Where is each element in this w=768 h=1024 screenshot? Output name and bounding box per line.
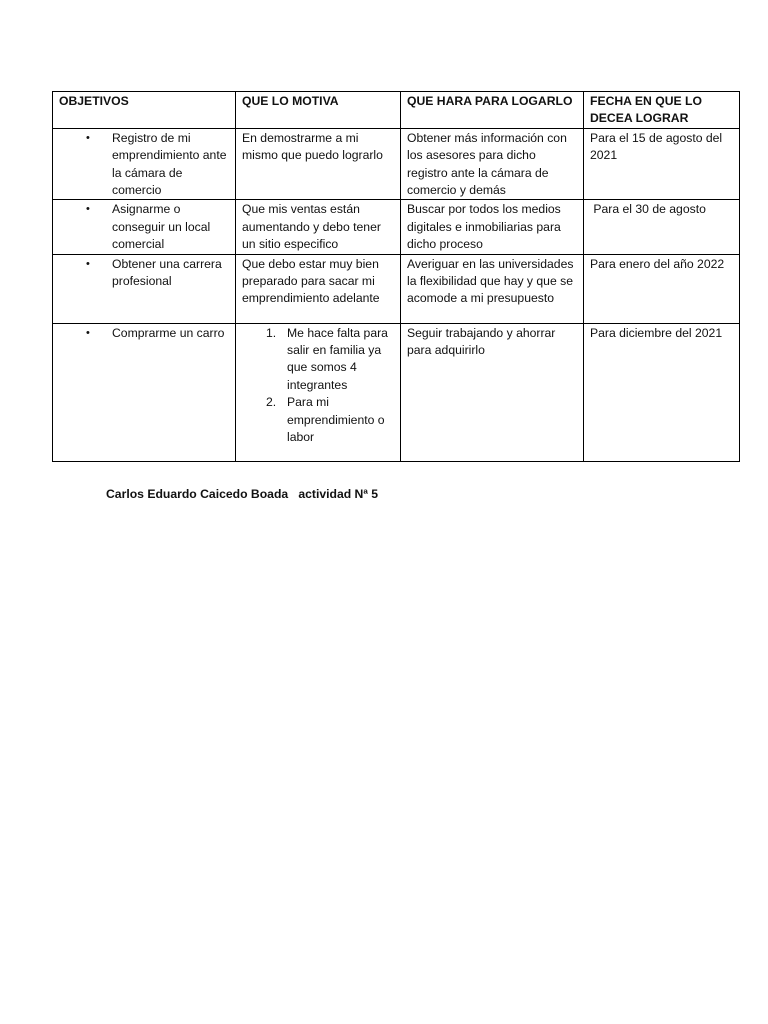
action-cell: Obtener más información con los asesores para dicho registro ante la cámara de comercio y demás: [401, 128, 584, 200]
header-fecha: FECHA EN QUE LO DECEA LOGRAR: [584, 92, 740, 129]
objective-cell: [53, 323, 236, 461]
list-item: [242, 394, 394, 446]
header-objetivos: OBJETIVOS: [53, 92, 236, 129]
motivation-cell: En demostrarme a mi mismo que puedo lograrlo: [236, 128, 401, 200]
table-row: [53, 128, 740, 200]
date-cell: Para el 15 de agosto del 2021: [584, 128, 740, 200]
bullet-icon: •: [86, 203, 90, 216]
bullet-icon: •: [86, 131, 90, 144]
list-number: 1.: [266, 325, 277, 340]
motivation-cell: [236, 323, 401, 461]
motivation-cell: Que debo estar muy bien preparado para sacar mi emprendimiento adelante: [236, 254, 401, 323]
action-cell: Averiguar en las universidades la flexibilidad que hay y que se acomode a mi presupuesto: [401, 254, 584, 323]
list-item-text: Para mi emprendimiento o labor: [287, 395, 385, 445]
bullet-icon: •: [86, 257, 90, 270]
table-row: [53, 254, 740, 323]
objective-cell: [53, 128, 236, 200]
signature-line: Carlos Eduardo Caicedo Boada actividad Nª 5: [106, 487, 379, 501]
objectives-table: [52, 91, 740, 462]
objective-text: Obtener una carrera profesional: [112, 256, 222, 289]
objective-cell: [53, 200, 236, 254]
objective-text: Asignarme o conseguir un local comercial: [112, 202, 211, 252]
objective-text: Registro de mi emprendimiento ante la cámara de comercio: [112, 130, 227, 198]
action-cell: Seguir trabajando y ahorrar para adquirirlo: [401, 323, 584, 461]
table-header-row: [53, 92, 740, 129]
reasons-list: [242, 325, 394, 447]
list-number: 2.: [266, 395, 277, 410]
date-cell: Para enero del año 2022: [584, 254, 740, 323]
objective-cell: [53, 254, 236, 323]
objective-text: Comprarme un carro: [112, 325, 225, 340]
date-cell: Para el 30 de agosto: [584, 200, 740, 254]
bullet-icon: •: [86, 326, 90, 339]
date-cell: Para diciembre del 2021: [584, 323, 740, 461]
header-motivo: QUE LO MOTIVA: [236, 92, 401, 129]
list-item-text: Me hace falta para salir en familia ya que somos 4 integrantes: [287, 325, 388, 392]
action-cell: Buscar por todos los medios digitales e inmobiliarias para dicho proceso: [401, 200, 584, 254]
motivation-cell: Que mis ventas están aumentando y debo tener un sitio especifico: [236, 200, 401, 254]
table-row: [53, 200, 740, 254]
header-accion: QUE HARA PARA LOGARLO: [401, 92, 584, 129]
table-row: [53, 323, 740, 461]
list-item: [242, 325, 394, 395]
